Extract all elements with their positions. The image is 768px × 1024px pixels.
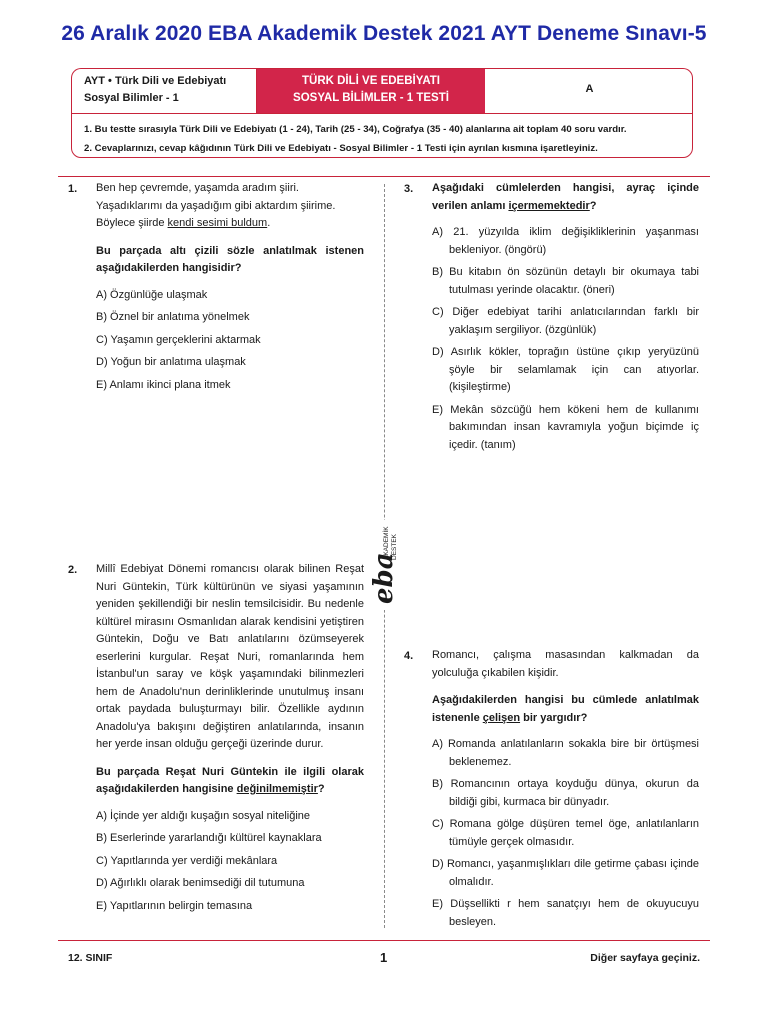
q1-underlined-phrase: kendi sesimi buldum [167,217,268,229]
question-1 [96,180,364,394]
q4-option-e[interactable]: E) Düşsellikti r hem sanatçıyı hem de okuyucuyu besleyen. [432,898,699,928]
header-test-line2: SOSYAL BİLİMLER - 1 TESTİ [293,92,449,104]
q3-option-e[interactable]: E) Mekân sözcüğü hem kökeni hem de kullanımı bakımından insan kavramıyla yoğun biçimde iç içedir. (tanım) [432,403,699,451]
eba-logo-line2: DESTEK [391,533,398,560]
q2-stem: Bu parçada Reşat Nuri Güntekin ile ilgili olarak aşağıdakilerden hangisine değinilmemiştir? [96,765,364,795]
q3-options [432,224,699,454]
question-1-number: 1. [68,183,78,195]
q2-option-e[interactable]: E) Yapıtlarının belirgin temasına [96,899,253,912]
q4-option-a[interactable]: A) Romanda anlatılanların sokakla bire bir örtüşmesi beklenemez. [432,738,699,768]
q1-line2: Yaşadıklarımı da yaşadığım gibi aktardım şiirime. [96,199,336,212]
q1-option-a[interactable]: A) Özgünlüğe ulaşmak [96,288,208,301]
question-3-number: 3. [404,183,414,195]
q4-options [432,736,699,931]
q2-underlined-word: değinilmemiştir [236,783,318,795]
q4-option-b[interactable]: B) Romancının ortaya koyduğu dünya, okurun da bildiği gibi, kurmaca bir dünyadır. [432,778,699,808]
header-exam-part: Sosyal Bilimler - 1 [84,92,179,104]
q4-stem: Aşağıdakilerden hangisi bu cümlede anlatılmak istenenle çelişen bir yargıdır? [432,694,699,724]
page-title: 26 Aralık 2020 EBA Akademik Destek 2021 AYT Deneme Sınavı-5 [61,22,707,45]
q2-option-a[interactable]: A) İçinde yer aldığı kuşağın sosyal niteliğine [96,809,311,822]
q1-line3: Böylece şiirde kendi sesimi buldum. [96,217,271,229]
q1-options [96,287,364,395]
footer-grade: 12. SINIF [68,952,113,964]
question-3 [432,180,699,454]
q3-underlined-word: içermemektedir [508,199,590,212]
q1-option-c[interactable]: C) Yaşamın gerçeklerini aktarmak [96,333,261,346]
q3-option-a[interactable]: A) 21. yüzyılda iklim değişikliklerinin yaşanması bekleniyor. (öngörü) [432,226,699,256]
q1-option-e[interactable]: E) Anlamı ikinci plana itmek [96,378,231,391]
instructions-box [71,113,693,158]
eba-logo-mark: eba [370,552,399,604]
q1-option-d[interactable]: D) Yoğun bir anlatıma ulaşmak [96,356,246,368]
instruction-2: 2. Cevaplarınızı, cevap kâğıdının Türk Dili ve Edebiyatı - Sosyal Bilimler - 1 Testi için ayrılan kısmına işaretleyiniz. [84,143,598,154]
question-4 [432,647,699,931]
eba-logo [370,520,400,610]
question-4-number: 4. [404,650,414,662]
q4-option-d[interactable]: D) Romancı, yaşanmışlıkları dile getirme çabası içinde olmalıdır. [432,858,699,888]
footer-next-page: Diğer sayfaya geçiniz. [590,952,700,964]
header-exam-info [72,69,257,113]
header-test-line1: TÜRK DİLİ VE EDEBİYATI [301,75,441,87]
eba-logo-graphic [370,520,400,610]
q1-line1: Ben hep çevremde, yaşamda aradım şiiri. [96,182,299,194]
footer-page-number: 1 [380,950,388,965]
q2-option-c[interactable]: C) Yapıtlarında yer verdiği mekânlara [96,854,278,867]
q3-option-d[interactable]: D) Asırlık kökler, toprağın üstüne çıkıp yeryüzünü şöyle bir selamlamak için can atıyorlar. (kişileştirme) [432,346,699,393]
q2-option-b[interactable]: B) Eserlerinde yararlandığı kültürel kaynaklara [96,832,322,844]
q1-option-b[interactable]: B) Öznel bir anlatıma yönelmek [96,311,250,323]
bottom-rule [58,940,710,941]
q4-underlined-word: çelişen [482,711,521,724]
q2-options [96,808,364,916]
q2-passage: Millî Edebiyat Dönemi romancısı olarak bilinen Reşat Nuri Güntekin, Türk kültürünün ve siyasi yaşamının yeniden şekillendiği bir neslin temsilcisidir. Bu nedenle kültürel mirasını Osmanlıdan alarak kendisini yetiştiren Güntekin, Doğu ve Batı anlatılarını özümseyerek eserlerini kurgular. Reşat Nuri, romanlarında hem İstanbul'un saray ve köşk yaşamındaki bilinmezleri hem de Anadolu'nun derinliklerinde unutulmuş insanı ortak paydada buluşturmayı bilir. Özellikle aydının Anadolu'ya bakışını değiştiren anlatılarında, insanın her yerde insan olduğu gerçeği üzerinde durur. [96,563,364,750]
instruction-1: 1. Bu testte sırasıyla Türk Dili ve Edebiyatı (1 - 24), Tarih (25 - 34), Coğrafya (35 - 40) alanlarına ait toplam 40 soru vardır. [84,124,627,135]
q1-stem: Bu parçada altı çizili sözle anlatılmak istenen aşağıdakilerden hangisidir? [96,244,364,274]
q4-option-c[interactable]: C) Romana gölge düşüren temel öge, anlatılanların tümüyle gerçek olmasıdır. [432,818,699,848]
q3-option-b[interactable]: B) Bu kitabın ön sözünün detaylı bir okumaya tabi tutulması yerinde olacaktır. (öneri) [432,266,699,296]
q3-stem: Aşağıdaki cümlelerden hangisi, ayraç içinde verilen anlamı içermemektedir? [432,182,699,212]
top-rule [58,176,710,177]
question-2 [96,561,364,915]
question-2-number: 2. [68,564,78,576]
eba-logo-line1: AKADEMİK [383,526,390,560]
q3-option-c[interactable]: C) Diğer edebiyat tarihi anlatıcılarından farklı bir yaklaşım sergiliyor. (özgünlük) [432,306,699,336]
header-test-name [257,69,485,113]
q2-option-d[interactable]: D) Ağırlıklı olarak benimsediği dil tutumuna [96,877,305,889]
test-header [71,68,693,113]
q4-passage: Romancı, çalışma masasından kalkmadan da yolculuğa çıkabilen kişidir. [432,649,699,679]
header-exam-name: AYT • Türk Dili ve Edebiyatı [84,75,227,87]
booklet-type: A [585,83,594,95]
